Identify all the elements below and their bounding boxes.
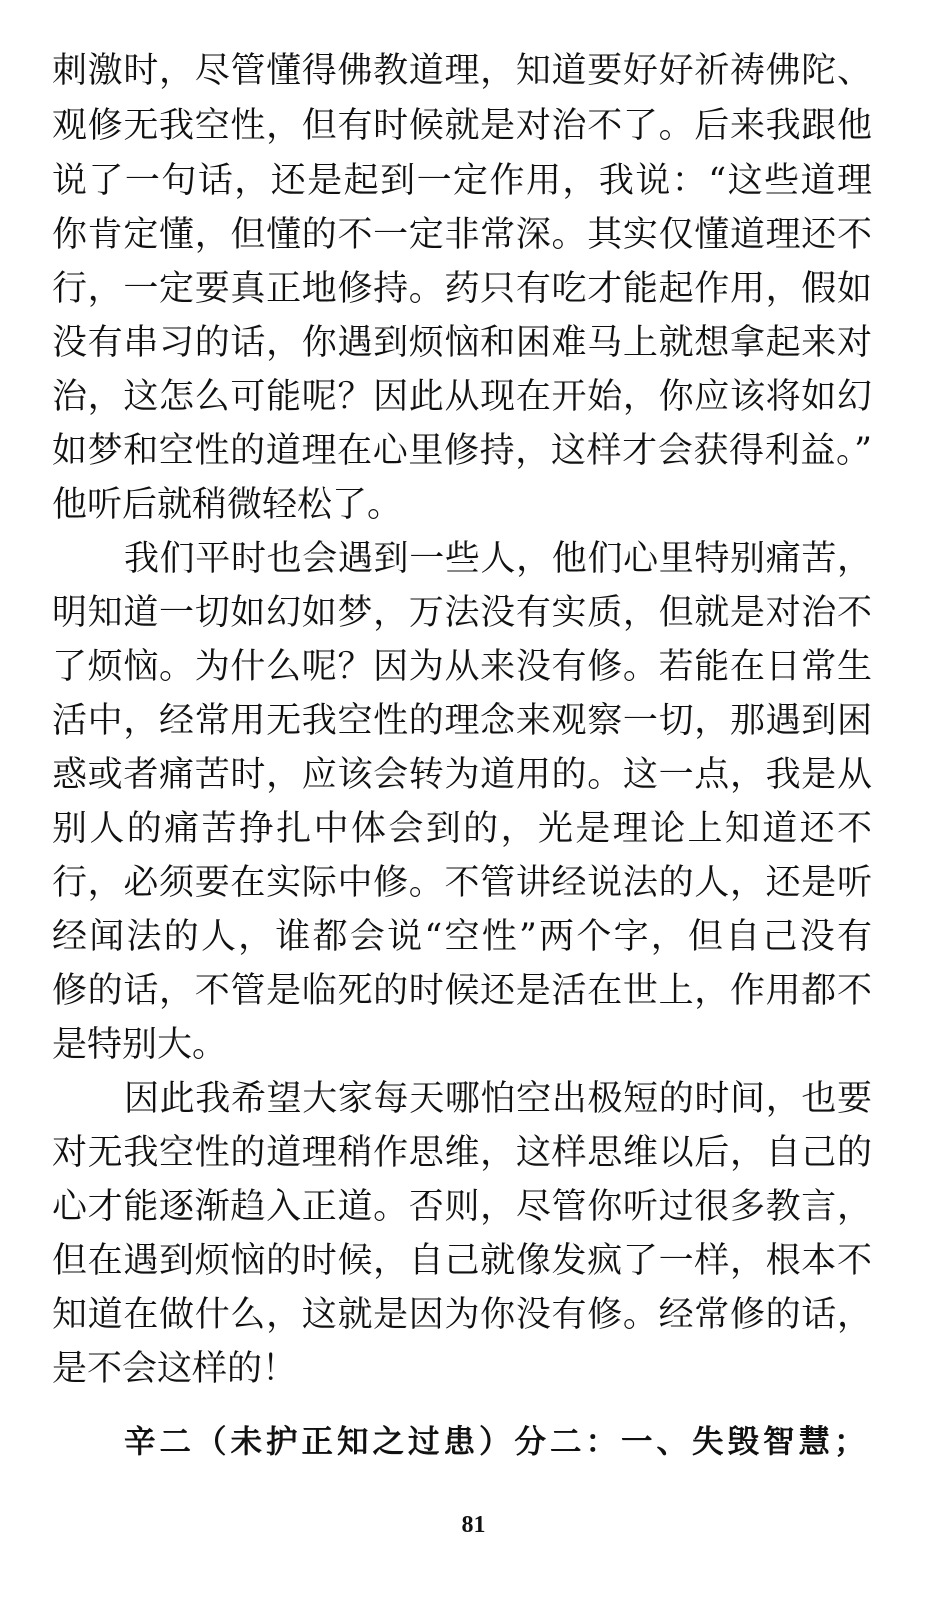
text-line: 他听后就稍微轻松了。: [52, 485, 403, 525]
page-number: 81: [461, 1512, 486, 1538]
text-line: 经闻法的人，谁都会说“空性”两个字，但自己没有: [52, 917, 872, 957]
text-line: 行，一定要真正地修持。药只有吃才能起作用，假如: [52, 269, 872, 309]
text-line: 说了一句话，还是起到一定作用，我说：“这些道理: [52, 161, 872, 201]
text-line: 修的话，不管是临死的时候还是活在世上，作用都不: [52, 971, 872, 1011]
text-line: 心才能逐渐趋入正道。否则，尽管你听过很多教言，: [52, 1187, 872, 1227]
text-line: 观修无我空性，但有时候就是对治不了。后来我跟他: [52, 106, 872, 146]
text-line: 是特别大。: [52, 1025, 228, 1065]
text-line: 治，这怎么可能呢？因此从现在开始，你应该将如幻: [52, 377, 872, 417]
text-line: 惑或者痛苦时，应该会转为道用的。这一点，我是从: [52, 755, 872, 795]
text-line: 了烦恼。为什么呢？因为从来没有修。若能在日常生: [52, 647, 872, 687]
text-line: 你肯定懂，但懂的不一定非常深。其实仅懂道理还不: [52, 215, 872, 255]
text-line: 没有串习的话，你遇到烦恼和困难马上就想拿起来对: [52, 323, 872, 363]
section-heading: 辛二（未护正知之过患）分二：一、失毁智慧；: [124, 1424, 870, 1460]
text-line: 知道在做什么，这就是因为你没有修。经常修的话，: [52, 1295, 872, 1335]
text-line: 因此我希望大家每天哪怕空出极短的时间，也要: [124, 1079, 872, 1119]
text-line: 是不会这样的！: [52, 1349, 298, 1389]
text-line: 活中，经常用无我空性的理念来观察一切，那遇到困: [52, 701, 872, 741]
text-line: 刺激时，尽管懂得佛教道理，知道要好好祈祷佛陀、: [52, 51, 872, 91]
text-line: 行，必须要在实际中修。不管讲经说法的人，还是听: [52, 863, 872, 903]
text-line: 别人的痛苦挣扎中体会到的，光是理论上知道还不: [52, 809, 872, 849]
text-line: 对无我空性的道理稍作思维，这样思维以后，自己的: [52, 1133, 872, 1173]
text-line: 明知道一切如幻如梦，万法没有实质，但就是对治不: [52, 593, 872, 633]
text-line: 但在遇到烦恼的时候，自己就像发疯了一样，根本不: [52, 1241, 872, 1281]
text-line: 如梦和空性的道理在心里修持，这样才会获得利益。”: [52, 431, 872, 471]
text-line: 我们平时也会遇到一些人，他们心里特别痛苦，: [124, 539, 872, 579]
